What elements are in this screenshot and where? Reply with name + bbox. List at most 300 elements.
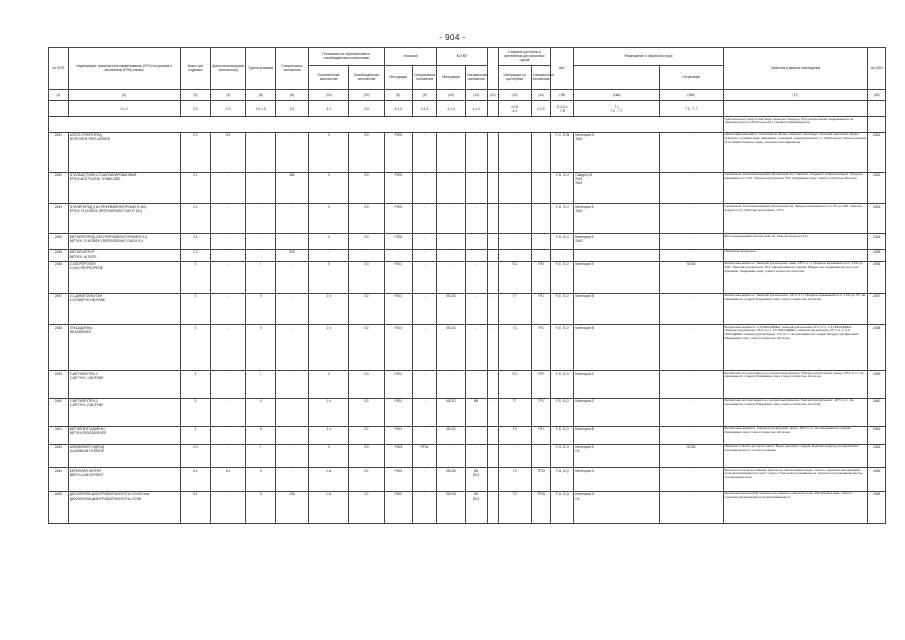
cell-cls: 2.2 — [180, 132, 211, 172]
cell-ti: T11 — [498, 371, 531, 399]
cell-ems: F-C, S-W — [551, 132, 574, 172]
cell-stow: Категория B — [574, 293, 660, 325]
cell-pg: II — [246, 468, 276, 492]
cell-sub: - — [211, 234, 246, 250]
cell-ibcsp: - — [465, 371, 487, 399]
ref: 3.4 — [308, 101, 349, 117]
cell-un-right: 2453 — [868, 204, 886, 234]
cell-ems: F-E, S-D — [551, 325, 574, 371]
cell-pi: P200 — [384, 204, 413, 234]
col-tank-group: Съемные цистерны и контейнеры для массовых грузов — [498, 48, 551, 66]
cell-lq: 0 — [308, 261, 349, 293]
cell-pg: II — [246, 293, 276, 325]
ref: 4.1.4 — [384, 101, 413, 117]
cell-ibcsp: B4 B21 — [465, 468, 487, 492]
cell-seg: - — [659, 132, 723, 172]
cell-tsp: - — [531, 444, 551, 468]
cell-psp: - — [413, 398, 437, 426]
cell-name — [68, 325, 180, 371]
cell-sub: - — [211, 371, 246, 399]
colnum: (13) — [498, 89, 531, 101]
cell-props: Перевозка запрещена. — [723, 250, 868, 262]
cell-eq: E0 — [349, 172, 384, 204]
colnum: (2) — [68, 89, 180, 101]
cell-c12: - — [487, 261, 498, 293]
cell-ibcsp: B4 B21 — [465, 492, 487, 524]
cell-eq: E2 — [349, 426, 384, 444]
cell-sp: 135 — [276, 492, 309, 524]
cell-sp: - — [276, 426, 309, 444]
cell-seg: - — [659, 234, 723, 250]
cell-c12: - — [487, 250, 498, 262]
cell-un: 2457 — [49, 293, 69, 325]
cell-psp: PP31 — [413, 444, 437, 468]
cell-sp: - — [276, 204, 309, 234]
cell-lq: 1 л — [308, 426, 349, 444]
cell-lq: 0 — [308, 371, 349, 399]
ref: 4.2.5 4.3 — [498, 101, 531, 117]
cell-ems: F-E, S-D — [551, 398, 574, 426]
table-row — [49, 426, 886, 444]
ref: 4.1.4 — [465, 101, 487, 117]
col-props: Свойства и данные наблюдений — [723, 48, 868, 90]
cell-pi: P200 — [384, 172, 413, 204]
cell-un-right: 2465 — [868, 492, 886, 524]
cell-lq: 1 л — [308, 325, 349, 371]
cell-un: 2464 — [49, 468, 69, 492]
name-en: ETHYL FLUORIDE (REFRIGERANT GAS R 161) — [69, 208, 143, 213]
cell-c12: - — [487, 234, 498, 250]
cell-sp: - — [276, 261, 309, 293]
cell-psp: - — [413, 468, 437, 492]
cell-un: 2454 — [49, 234, 69, 250]
col-ti: Инструкции по цистернам — [498, 65, 531, 89]
cell-ems: F-E, S-D — [551, 371, 574, 399]
name-en: HEXADIENES — [69, 329, 91, 334]
cell-lq: 1 л — [308, 293, 349, 325]
cell-props: Бесцветные жидкости. 1,3-ГЕКСАДИЕН: температура вспышки -5°C (з.т.). 1,4-ГЕКСАДИЕН: температура вспышки -25°C (з.т.). 1,5-ГЕКСАДИЕН: температура вспышки -27°C (з.т.). 2,4-ГЕКСАДИЕН: температура вспышки -7°C (з.т.). Не смешиваются с водой. Вредны при вдыхании. Раздражают кожу, глаза и слизистые оболочки. — [723, 325, 868, 371]
name-ru: ГЕКСАДИЕНЫ — [69, 325, 93, 330]
dangerous-goods-table — [48, 47, 886, 524]
ref: 7.2 - 7.7 — [659, 101, 723, 117]
cell-eq: E2 — [349, 398, 384, 426]
cell-un: 2451 — [49, 132, 69, 172]
cell-seg: - — [659, 398, 723, 426]
ref: 4.1.4 — [413, 101, 437, 117]
cell-stow: Категория E — [574, 398, 660, 426]
cell-sub: - — [211, 250, 246, 262]
cell-ibci: - — [437, 371, 466, 399]
cell-c12: - — [487, 371, 498, 399]
cell-psp: - — [413, 371, 437, 399]
cell-sp: - — [276, 234, 309, 250]
cell-stow: Категория E SW2 — [574, 234, 660, 250]
ref: 3.3 — [276, 101, 309, 117]
cell-cls: 3 — [180, 293, 211, 325]
cell-ems: F-D, S-U — [551, 204, 574, 234]
name-en: METHYLPENTADIENES — [69, 431, 107, 436]
cell-un: 2452 — [49, 172, 69, 204]
ref: 2.0 — [180, 101, 211, 117]
cell-name — [68, 132, 180, 172]
cell-psp: - — [413, 261, 437, 293]
table-row — [49, 261, 886, 293]
cell-psp: - — [413, 325, 437, 371]
cell-tsp: TP1 — [531, 398, 551, 426]
colnum: (7b) — [349, 89, 384, 101]
cell-seg: - — [659, 492, 723, 524]
cell-seg: - — [659, 426, 723, 444]
cell-props: Сжиженный, воспламеняющийся бесцветный газ с запахом, сходным с запахом воздуха. Пределы взрываемости 1,1%. Температура кипения: 8°C. Раздражает кожу, глаза и слизистые оболочки. — [723, 172, 868, 204]
cell-un: 2455 — [49, 250, 69, 262]
cell-ibcsp: - — [465, 444, 487, 468]
cell-pi: P001 — [384, 426, 413, 444]
cell-eq: E3 — [349, 261, 384, 293]
cell-cls: 2.2 — [180, 250, 211, 262]
cell-cls: 2.1 — [180, 234, 211, 250]
cell-pg: II — [246, 426, 276, 444]
cell-c12: - — [487, 172, 498, 204]
cell-un-right: 2458 — [868, 325, 886, 371]
cell-sub: - — [211, 261, 246, 293]
cell-ibci: - — [437, 261, 466, 293]
cell-ibcsp: - — [465, 204, 487, 234]
cell-cls: 3 — [180, 426, 211, 444]
ref — [487, 101, 498, 117]
cell-ibcsp: - — [465, 261, 487, 293]
colnum: (7a) — [308, 89, 349, 101]
cell-ti: T11 — [498, 261, 531, 293]
cell-eq: E2 — [349, 468, 384, 492]
cell-c12: - — [487, 468, 498, 492]
col-lq: Ограниченные количества — [308, 65, 349, 89]
cell-props: Невоспламеняющийся, токсичный газ. Более тяжелый, чем воздух. Сильный окислитель. Бурно реагирует с парами воды, аммиаком, углеродом, сероводородом и т.п. Значительно тяжелее воздуха (2,4). Может вызвать пожар, усиливая воспламенение. — [723, 132, 868, 172]
cell-psp: - — [413, 132, 437, 172]
cell-lq: - — [308, 250, 349, 262]
cell-pg: - — [246, 132, 276, 172]
table-row — [49, 468, 886, 492]
table-row — [49, 492, 886, 524]
cell-ems: F-E, S-D — [551, 426, 574, 444]
column-number-row — [49, 89, 886, 101]
cell-tsp: TP1 — [531, 325, 551, 371]
cell-pi: P001 — [384, 261, 413, 293]
cell-c12: - — [487, 204, 498, 234]
cell-pg: - — [246, 250, 276, 262]
cell-props: Бесцветные жидкости. Температура вспышки: около -18°C (з.т.). Не смешиваются с водой. Раздражают кожу, глаза и слизистые оболочки. — [723, 426, 868, 444]
cell-eq: - — [349, 250, 384, 262]
cell-un-right: 2451 — [868, 132, 886, 172]
name-ru: 2-ХЛОРПРОПЕН — [69, 262, 96, 267]
name-ru: МЕТИЛПЕНТАДИЕНЫ — [69, 427, 105, 432]
cell-un-right: 2461 — [868, 426, 886, 444]
cell-stow: Категория E — [574, 261, 660, 293]
colnum: (1) — [49, 89, 69, 101]
cell-psp: - — [413, 492, 437, 524]
cell-name — [68, 204, 180, 234]
col-seg: Сегрегация — [659, 65, 723, 89]
cell-pi: P403 — [384, 444, 413, 468]
cell-sp: 900 — [276, 250, 309, 262]
cell-lq: 0 — [308, 234, 349, 250]
cell-ti: - — [498, 172, 531, 204]
cell-eq: E3 — [349, 371, 384, 399]
cell-eq: E0 — [349, 204, 384, 234]
col-ibc-group: КСГМГ — [437, 48, 487, 66]
name-ru: АЗОТА ТРИФТОРИД — [69, 133, 102, 138]
cell-ibcsp: - — [465, 234, 487, 250]
cell-psp: - — [413, 204, 437, 234]
cell-psp: - — [413, 234, 437, 250]
cell-name — [68, 371, 180, 399]
cell-name — [68, 261, 180, 293]
cell-stow: Категория E H1 — [574, 444, 660, 468]
cell-pg: - — [246, 172, 276, 204]
colnum: (5) — [246, 89, 276, 101]
cell-props: Белые или слегка желтоватые кристаллы, растворимые в воде. Смеси с горючими материалами легко воспламеняются и могут гореть с большой интенсивностью. Токсичен при попадании внутрь, при вдыхании пыли. — [723, 468, 868, 492]
cell-pi: P002 — [384, 492, 413, 524]
cell-ems: - — [551, 250, 574, 262]
cell-ti: T7 — [498, 293, 531, 325]
cell-pg: I — [246, 261, 276, 293]
cell-eq: E2 — [349, 293, 384, 325]
cell-un: 2461 — [49, 426, 69, 444]
cell-c12: - — [487, 492, 498, 524]
cell-stow: Категория A — [574, 468, 660, 492]
page-number: - 904 - — [439, 33, 466, 42]
cell-props: Бесцветная жидкость. Температура вспышки: ниже -18°C (з.т.). Пределы взрываемости от 4,5% до 16%. Температура кипения: 23°C. Несмешивается с водой. Вредно при попадании внутрь и при вдыхании. Раздражает кожу, глаза и слизистые оболочки. — [723, 261, 868, 293]
cell-tsp: - — [531, 132, 551, 172]
cell-props: Белый кристаллический порошок или гранулы с запахом хлора. Растворим в воде. Смеси с горючими материалами легко воспламеняются. — [723, 492, 868, 524]
cell-cls: 3 — [180, 371, 211, 399]
table-row — [49, 293, 886, 325]
name-ru: 2-МЕТИЛБУТЕН-1 — [69, 371, 98, 376]
cell-pg: I — [246, 444, 276, 468]
cell-c12: - — [487, 444, 498, 468]
cell-sp: - — [276, 132, 309, 172]
cell-tsp: TP2 — [531, 261, 551, 293]
cell-un-right: 2459 — [868, 371, 886, 399]
colnum: (14) — [531, 89, 551, 101]
cell-un: 2459 — [49, 371, 69, 399]
cell-ems: F-A, S-Q — [551, 468, 574, 492]
col-ems: АвС — [551, 48, 574, 90]
cell-lq: 1 кг — [308, 492, 349, 524]
cell-ti: - — [498, 250, 531, 262]
colnum: (17) — [723, 89, 868, 101]
name-ru: АЛЮМИНИЯ ГИДРИД — [69, 444, 104, 449]
cell-ibci: IBC02 — [437, 325, 466, 371]
cell-ibcsp: - — [465, 426, 487, 444]
colnum: (12) — [487, 89, 498, 101]
cell-sp: - — [276, 468, 309, 492]
cell-pi: P001 — [384, 325, 413, 371]
cell-un-right: 2464 — [868, 468, 886, 492]
table-row — [49, 234, 886, 250]
col-un: № ООН — [49, 48, 69, 90]
cell-ems: F-A, S-Q — [551, 492, 574, 524]
name-ru: МЕТИЛФТОРИД (ГАЗ РЕФРИЖЕРАТОРНЫЙ R 41) — [69, 234, 148, 239]
name-en: METHYL NITRITE — [69, 254, 97, 259]
name-en: NITROGEN TRIFLUORIDE — [69, 137, 110, 142]
cell-props: Бесцветная жидкость. Температура вспышки: -29°C (з.т.). Пределы взрываемости от 1,2% до 7%. Не смешивается с водой. Раздражает кожу, глаза и слизистые оболочки. — [723, 293, 868, 325]
col-tsp: Специальные положения — [531, 65, 551, 89]
colnum: (4) — [211, 89, 246, 101]
cell-name — [68, 172, 180, 204]
colnum: (18) — [868, 89, 886, 101]
cell-ti: T7 — [498, 398, 531, 426]
cell-ibcsp: - — [465, 250, 487, 262]
cell-ibci: IBC02 — [437, 426, 466, 444]
name-ru: МЕТИЛНИТРИТ — [69, 250, 95, 255]
cell-sp: - — [276, 325, 309, 371]
cell-pi: P001 — [384, 371, 413, 399]
cell-ibcsp: - — [465, 293, 487, 325]
cell-ibci: - — [437, 172, 466, 204]
name-en: 2-CHLOROPROPENE — [69, 266, 103, 271]
colnum: (3) — [180, 89, 211, 101]
colnum: (11) — [465, 89, 487, 101]
cell-sub: - — [211, 172, 246, 204]
colnum: (16b) — [659, 89, 723, 101]
cell-stow: Category B SW1 SW2 — [574, 172, 660, 204]
col-pg: Группа упаковки — [246, 48, 276, 90]
col-ibci: Инструкции — [437, 65, 466, 89]
cell-tsp: TP1 — [531, 426, 551, 444]
cell-sub: - — [211, 426, 246, 444]
table-row — [49, 172, 886, 204]
cell-seg: - — [659, 293, 723, 325]
name-en: ALUMINIUM HYDRIDE — [69, 448, 104, 453]
cell-un: 2465 — [49, 492, 69, 524]
cell-seg: - — [659, 204, 723, 234]
cell-stow: Категория A H1 — [574, 492, 660, 524]
cell-props: Порошок от белого до серого цвета. Бурно реагирует с водой, выделяя водород, который может воспламениться от теплоты реакции. — [723, 444, 868, 468]
cell-sub: - — [211, 325, 246, 371]
colnum: (16a) — [574, 89, 660, 101]
cell-un: 2460 — [49, 398, 69, 426]
ref: 4.1.4 — [437, 101, 466, 117]
cell-seg: - — [659, 250, 723, 262]
name-ru: ДИХЛОРИЗОЦИАНУРОВОЙ КИСЛОТЫ СУХАЯ или ДИХЛОРИЗОЦИАНУРОВОЙ КИСЛОТЫ СОЛИ — [69, 492, 150, 501]
cell-ti: - — [498, 204, 531, 234]
cell-tsp: TP33 — [531, 468, 551, 492]
cell-ibci: IBC08 — [437, 492, 466, 524]
ref — [49, 101, 69, 117]
cell-eq: E2 — [349, 492, 384, 524]
name-en: 2,3-DIMETHYLBUTANE — [69, 298, 106, 303]
continued-properties: Чувствителен в присутствии воды, выделяет водород. При рассмотрении раздражающих не транспортируется. Используются в легковоспламеняющихся. — [723, 117, 868, 133]
col-subrisk: Дополнительная(ые) опасность(и) — [211, 48, 246, 90]
name-ru: 2,3-ДИМЕТИЛБУТАН — [69, 293, 103, 298]
cell-name — [68, 468, 180, 492]
cell-cls: 4.3 — [180, 444, 211, 468]
col-pi: Инструкции — [384, 65, 413, 89]
cell-pg: - — [246, 204, 276, 234]
cell-sp: - — [276, 444, 309, 468]
cell-tsp: TP1 — [531, 293, 551, 325]
cell-un: 2456 — [49, 261, 69, 293]
cell-props: Воспламеняющийся бесцветный газ. Тяжелее воздуха (1,2). — [723, 234, 868, 250]
cell-props: Бесцветная летучая жидкость с неприятным запахом. Температура вспышки: менее -50°C (з.т.). Не смешивается с водой. Раздражает кожу, глаза и слизистые оболочки. — [723, 371, 868, 399]
table-row — [49, 204, 886, 234]
cell-ti: T4 — [498, 325, 531, 371]
cell-ibcsp: - — [465, 172, 487, 204]
colnum: (10) — [437, 89, 466, 101]
cell-stow: Категория B — [574, 325, 660, 371]
cell-seg: - — [659, 172, 723, 204]
name-ru: БЕРИЛЛИЯ НИТРАТ — [69, 468, 102, 473]
cell-un-right: 2457 — [868, 293, 886, 325]
cell-pi: - — [384, 250, 413, 262]
cell-ibcsp: B8 — [465, 398, 487, 426]
cell-ems: F-D, S-U — [551, 234, 574, 250]
cell-tsp: TP33 — [531, 492, 551, 524]
cell-pi: P001 — [384, 398, 413, 426]
colnum: (15) — [551, 89, 574, 101]
cell-ibci: IBC02 — [437, 293, 466, 325]
name-ru: 2-МЕТИЛБУТЕН-2 — [69, 399, 98, 404]
cell-un-right: 2463 — [868, 444, 886, 468]
cell-cls: 5.1 — [180, 468, 211, 492]
name-en: 2-METHYL-2-BUTENE — [69, 403, 104, 408]
table-row — [49, 444, 886, 468]
cell-psp: - — [413, 293, 437, 325]
cell-pi: P001 — [384, 293, 413, 325]
col-stow — [574, 65, 660, 89]
cell-name — [68, 426, 180, 444]
cell-stow: Категория E SW2 — [574, 204, 660, 234]
cell-un: 2458 — [49, 325, 69, 371]
ref — [723, 101, 868, 117]
cell-sp: - — [276, 398, 309, 426]
cell-un-right: 2455 — [868, 250, 886, 262]
cell-name — [68, 234, 180, 250]
name-en: ETHYLACETYLENE, STABILIZED — [69, 177, 121, 182]
cell-ibci: - — [437, 444, 466, 468]
cell-ibci: - — [437, 234, 466, 250]
ref: 5.4.3.2 7.8 — [551, 101, 574, 117]
name-en: BERYLLIUM NITRATE — [69, 472, 104, 477]
cell-ibcsp: - — [465, 325, 487, 371]
cell-name — [68, 492, 180, 524]
cell-ti: T4 — [498, 426, 531, 444]
cell-sp: - — [276, 371, 309, 399]
cell-cls: 2.1 — [180, 172, 211, 204]
cell-pg: I — [246, 371, 276, 399]
cell-stow: - — [574, 250, 660, 262]
cell-un-right: 2456 — [868, 261, 886, 293]
col-eq: Освобожденные количества — [349, 65, 384, 89]
cell-pg: II — [246, 325, 276, 371]
cell-lq: 1 кг — [308, 468, 349, 492]
cell-sp: 386 — [276, 172, 309, 204]
cell-eq: E0 — [349, 234, 384, 250]
table-row — [49, 250, 886, 262]
cell-seg: SG26 — [659, 444, 723, 468]
cell-ti: T3 — [498, 468, 531, 492]
cell-seg: - — [659, 371, 723, 399]
cell-props: Сжиженный, воспламеняющийся бесцветный газ. Пределы взрываемости от 5% до 10%. Тяжелее воздуха (1,7). Температура кипения: -37°C. — [723, 204, 868, 234]
cell-eq: E2 — [349, 325, 384, 371]
cell-name — [68, 398, 180, 426]
colnum: (6) — [276, 89, 309, 101]
cell-tsp: - — [531, 204, 551, 234]
cell-sub: 6.1 — [211, 468, 246, 492]
colnum: (9) — [413, 89, 437, 101]
col-lq-group: Положения по ограниченным и освобожденным количествам — [308, 48, 384, 66]
col-psp: Специальные положения — [413, 65, 437, 89]
